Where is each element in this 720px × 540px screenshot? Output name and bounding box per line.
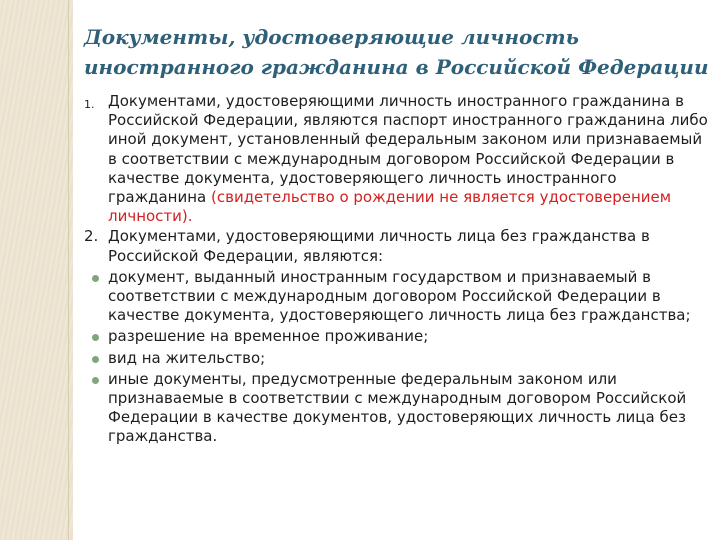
list-item-2	[84, 227, 714, 265]
bullet-dot-icon	[92, 356, 99, 363]
bullet-item-4	[84, 370, 714, 447]
list-item-1	[84, 92, 714, 226]
item-note: (свидетельство о рождении не является удостоверением личности).	[108, 188, 672, 226]
bullet-text: иные документы, предусмотренные федеральным законом или признаваемые в соответствии с международным договором Российской Федерации в качестве документов, удостоверяющих личность лица без гражданства.	[108, 369, 687, 446]
bullet-dot-icon	[92, 377, 99, 384]
bullet-text: документ, выданный иностранным государством и признаваемый в соответствии с международным договором Российской Федерации в качестве документа, удостоверяющего личность лица без гражданства;	[108, 267, 691, 325]
bullet-text: разрешение на временное проживание;	[108, 327, 429, 346]
bullet-item-2	[84, 327, 714, 346]
item-number: 2.	[84, 227, 99, 246]
bullet-dot-icon	[92, 275, 99, 282]
left-decorative-band	[0, 0, 73, 540]
bullet-text: вид на жительство;	[108, 348, 266, 367]
left-divider-line	[68, 0, 69, 540]
slide-body	[84, 92, 714, 447]
bullet-item-3	[84, 349, 714, 368]
item-text: Документами, удостоверяющими личность иностранного гражданина в Российской Федерации, являются паспорт иностранного гражданина либо иной документ, установленный федеральным законом или признаваемый в соответствии с международным договором Российской Федерации в качестве документа, удостоверяющего личность иностранного гражданина	[108, 92, 708, 207]
bullet-dot-icon	[92, 334, 99, 341]
item-number: 1.	[84, 98, 95, 111]
slide-title: Документы, удостоверяющие личность иностранного гражданина в Российской Федерации	[84, 25, 709, 79]
bullet-item-1	[84, 268, 714, 326]
item-text: Документами, удостоверяющими личность лица без гражданства в Российской Федерации, являются:	[108, 227, 650, 265]
